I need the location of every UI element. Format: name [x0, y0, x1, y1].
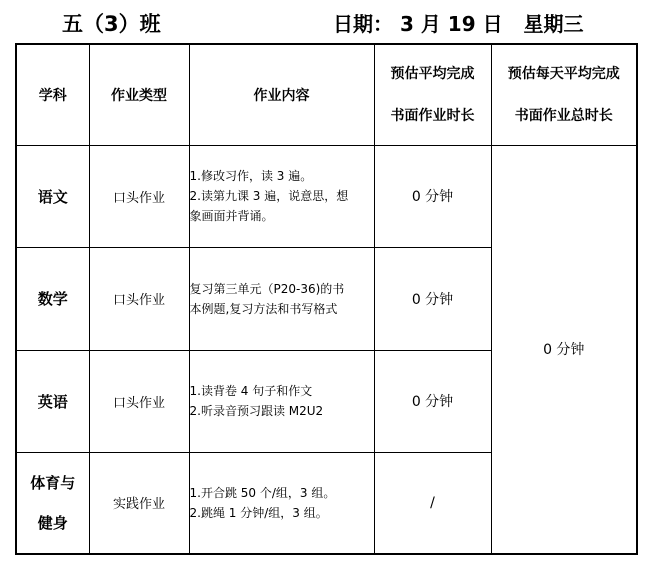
type-cell: 口头作业 — [89, 145, 189, 247]
content-line: 象画面并背诵。 — [189, 209, 274, 223]
header-subject: 学科 — [16, 44, 89, 145]
content-cell — [189, 145, 374, 247]
header-row — [16, 44, 637, 145]
subject-line: 健身 — [37, 513, 68, 532]
header-avg-line1: 预估平均完成 — [390, 65, 475, 82]
header-total-line1: 预估每天平均完成 — [507, 65, 620, 82]
total-duration-cell: 0 分钟 — [491, 145, 637, 554]
subject-cell — [16, 452, 89, 554]
class-title: 五（3）班 — [62, 12, 161, 36]
duration-cell: 0 分钟 — [374, 350, 491, 452]
duration-cell: 0 分钟 — [374, 247, 491, 350]
content-cell — [189, 350, 374, 452]
duration-cell: / — [374, 452, 491, 554]
duration-cell: 0 分钟 — [374, 145, 491, 247]
title-row — [0, 8, 653, 38]
subject-cell: 数学 — [16, 247, 89, 350]
type-cell: 口头作业 — [89, 350, 189, 452]
subject-cell: 英语 — [16, 350, 89, 452]
homework-table — [15, 43, 638, 555]
content-line: 本例题,复习方法和书写格式 — [189, 301, 338, 316]
content-cell — [189, 452, 374, 554]
content-line: 2.读第九课 3 遍，说意思，想 — [189, 189, 349, 203]
content-line: 复习第三单元（P20-36)的书 — [189, 281, 345, 296]
header-avg-duration — [374, 44, 491, 145]
subject-cell: 语文 — [16, 145, 89, 247]
type-cell: 口头作业 — [89, 247, 189, 350]
date-title: 日期： 3 月 19 日 星期三 — [333, 12, 584, 36]
header-avg-line2: 书面作业时长 — [390, 107, 475, 124]
content-line: 2.跳绳 1 分钟/组，3 组。 — [189, 505, 328, 520]
header-type: 作业类型 — [89, 44, 189, 145]
content-line: 2.听录音预习跟读 M2U2 — [189, 404, 324, 418]
table-row — [16, 145, 637, 247]
header-total-line2: 书面作业总时长 — [514, 107, 613, 124]
header-total-duration — [491, 44, 637, 145]
header-content: 作业内容 — [189, 44, 374, 145]
content-line: 1.读背卷 4 句子和作文 — [189, 384, 313, 398]
type-cell: 实践作业 — [89, 452, 189, 554]
content-line: 1.修改习作，读 3 遍。 — [189, 169, 313, 183]
subject-line: 体育与 — [30, 473, 76, 492]
content-line: 1.开合跳 50 个/组，3 组。 — [189, 485, 336, 500]
content-cell — [189, 247, 374, 350]
